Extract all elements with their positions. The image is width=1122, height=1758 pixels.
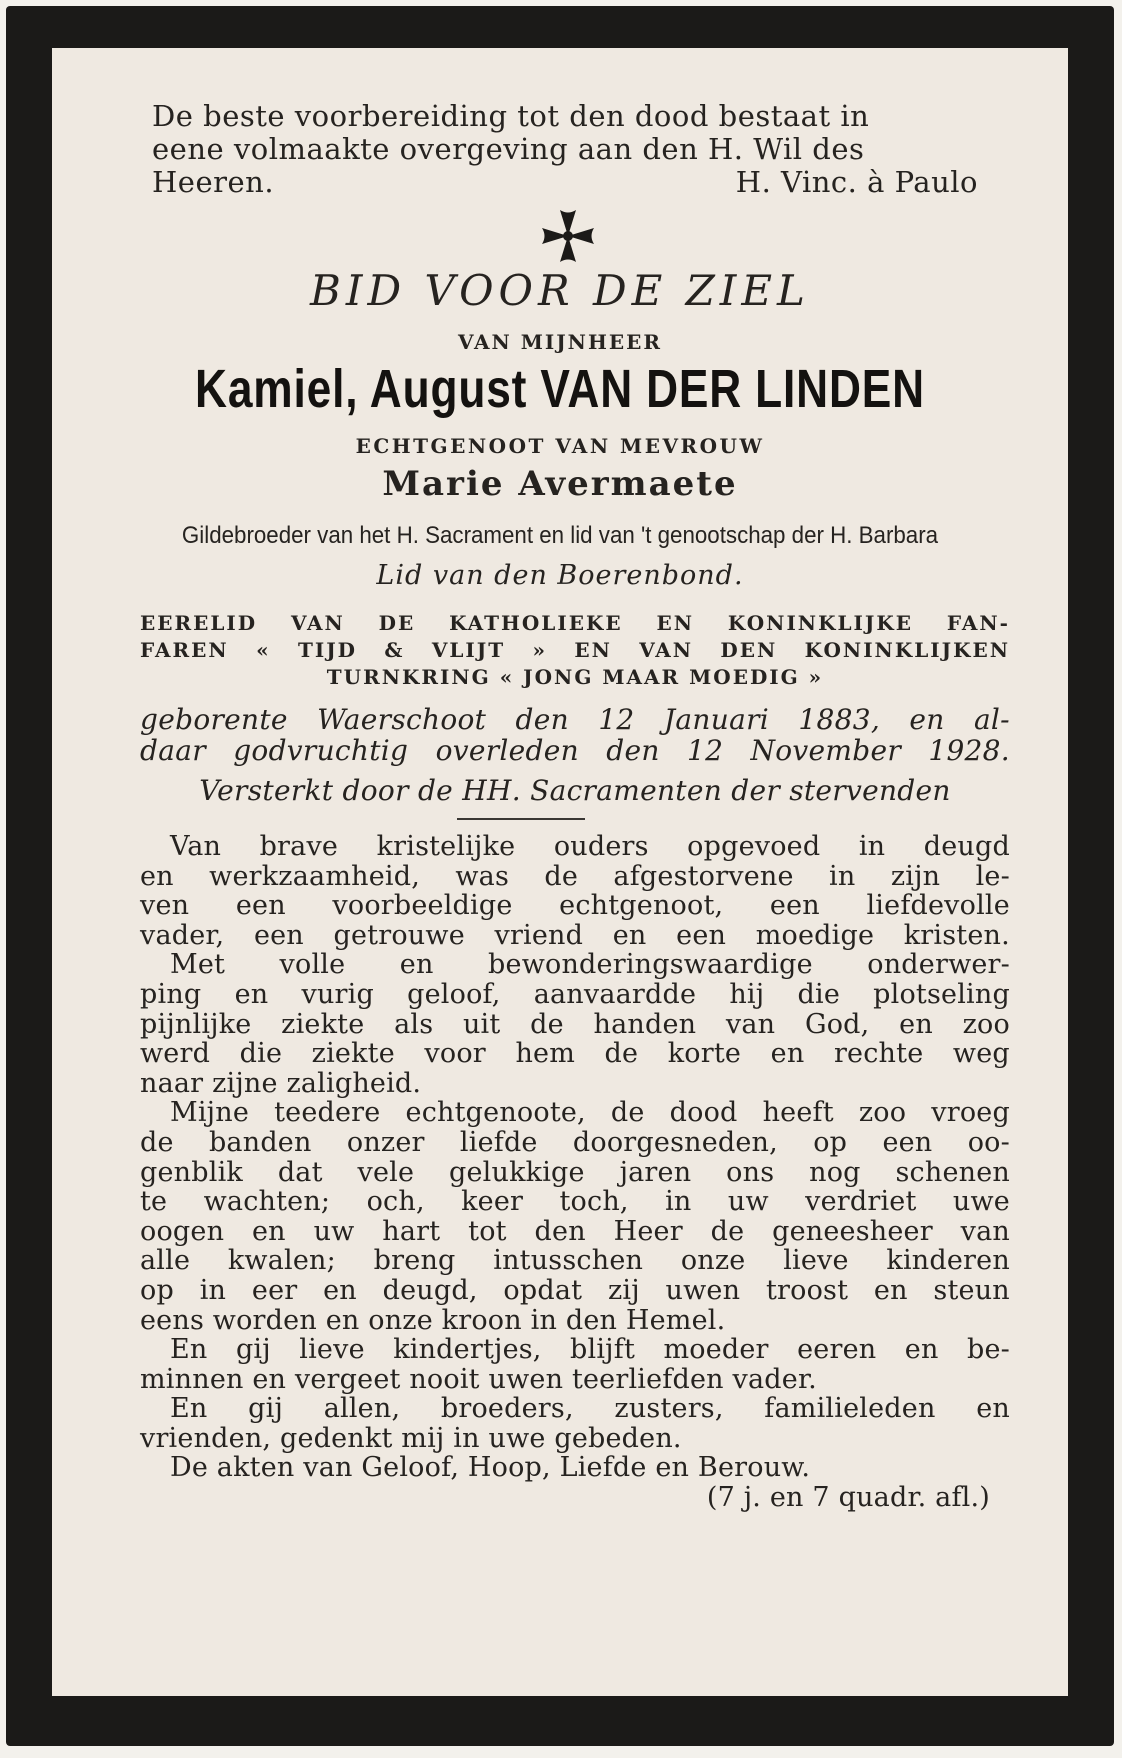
guild-membership: Gildebroeder van het H. Sacrament en lid van 't genootschap der H. Barbara bbox=[181, 522, 939, 549]
eulogy-line: (7 j. en 7 quadr. afl.) bbox=[706, 1482, 990, 1514]
deceased-name: Kamiel, August VAN DER LINDEN bbox=[195, 359, 925, 419]
cross-pattee-icon bbox=[538, 206, 598, 266]
eulogy-line: vader, een getrouwe vriend en een moedige kristen. bbox=[140, 919, 1010, 951]
eulogy-line: Van brave kristelijke ouders opgevoed in deugd bbox=[170, 831, 1010, 862]
epigraph-line bbox=[152, 100, 1008, 133]
eulogy-line: op in eer en deugd, opdat zij uwen troost en steun bbox=[140, 1274, 1010, 1306]
eulogy-line: eens worden en onze kroon in den Hemel. bbox=[140, 1304, 726, 1336]
eulogy-line: De akten van Geloof, Hoop, Liefde en Berouw. bbox=[170, 1452, 811, 1484]
eulogy-line: pijnlijke ziekte als uit de handen van God, en zoo bbox=[140, 1008, 1010, 1040]
sacraments-line: Versterkt door de HH. Sacramenten der stervenden bbox=[199, 774, 951, 807]
honorary-line bbox=[140, 664, 1010, 691]
eulogy-line: minnen en vergeet nooit uwen teerliefden vader. bbox=[140, 1363, 817, 1395]
mourning-card-border bbox=[6, 6, 1114, 1746]
eulogy-line: werd die ziekte voor hem de korte en rechte weg bbox=[140, 1038, 1010, 1070]
honorary-line: FAREN « TIJD & VLIJT » EN VAN DEN KONINKLIJKEN bbox=[140, 638, 1010, 662]
honorary-memberships bbox=[140, 610, 1010, 691]
birth-death-line: daar godvruchtig overleden den 12 November 1928. bbox=[140, 734, 1010, 767]
eulogy-line: te wachten; och, keer toch, in uw verdriet uwe bbox=[140, 1186, 1010, 1218]
epigraph-line bbox=[152, 166, 1008, 199]
eulogy-line: En gij lieve kindertjes, blijft moeder eeren en be- bbox=[170, 1334, 1010, 1366]
van-mijnheer-label: VAN MIJNHEER bbox=[458, 330, 662, 354]
eulogy-line: En gij allen, broeders, zusters, familieleden en bbox=[170, 1393, 1010, 1425]
boerenbond-membership: Lid van den Boerenbond. bbox=[376, 560, 744, 591]
birth-death-line: geborente Waerschoot den 12 Januari 1883, en al- bbox=[140, 703, 1010, 736]
eulogy-line: Mijne teedere echtgenoote, de dood heeft zoo vroeg bbox=[170, 1097, 1010, 1129]
spouse-label: ECHTGENOOT VAN MEVROUW bbox=[355, 434, 765, 458]
epigraph-text: De beste voorbereiding tot den dood bestaat in bbox=[152, 99, 870, 133]
honorary-line: EERELID VAN DE KATHOLIEKE EN KONINKLIJKE FAN- bbox=[140, 611, 1010, 635]
mourning-card bbox=[52, 48, 1068, 1696]
honorary-text: TURNKRING « JONG MAAR MOEDIG » bbox=[326, 665, 824, 689]
epigraph-text: eene volmaakte overgeving aan den H. Wil des bbox=[152, 132, 865, 166]
eulogy-line: genblik dat vele gelukkige jaren ons nog schenen bbox=[140, 1156, 1010, 1188]
eulogy-line: vrienden, gedenkt mij in uwe gebeden. bbox=[140, 1422, 682, 1454]
epigraph bbox=[152, 100, 1008, 199]
page-title: BID VOOR DE ZIEL bbox=[310, 266, 810, 315]
eulogy-line: en werkzaamheid, was de afgestorvene in zijn le- bbox=[140, 860, 1010, 892]
spouse-name: Marie Avermaete bbox=[382, 464, 738, 504]
eulogy-line: ping en vurig geloof, aanvaardde hij die plotseling bbox=[140, 978, 1010, 1010]
eulogy-line: Met volle en bewonderingswaardige onderwer- bbox=[170, 949, 1010, 981]
epigraph-attribution: H. Vinc. à Paulo bbox=[735, 165, 978, 199]
eulogy-line: de banden onzer liefde doorgesneden, op een oo- bbox=[140, 1126, 1010, 1158]
eulogy-line: alle kwalen; breng intusschen onze lieve kinderen bbox=[140, 1245, 1010, 1277]
epigraph-text: Heeren. bbox=[152, 165, 275, 199]
eulogy-line: naar zijne zaligheid. bbox=[140, 1067, 422, 1099]
eulogy-text bbox=[140, 832, 1010, 1513]
birth-death-dates bbox=[140, 704, 1010, 766]
divider bbox=[457, 818, 585, 820]
eulogy-line: ven een voorbeeldige echtgenoot, een liefdevolle bbox=[140, 890, 1010, 922]
eulogy-line: oogen en uw hart tot den Heer de geneesheer van bbox=[140, 1215, 1010, 1247]
epigraph-line bbox=[152, 133, 1008, 166]
